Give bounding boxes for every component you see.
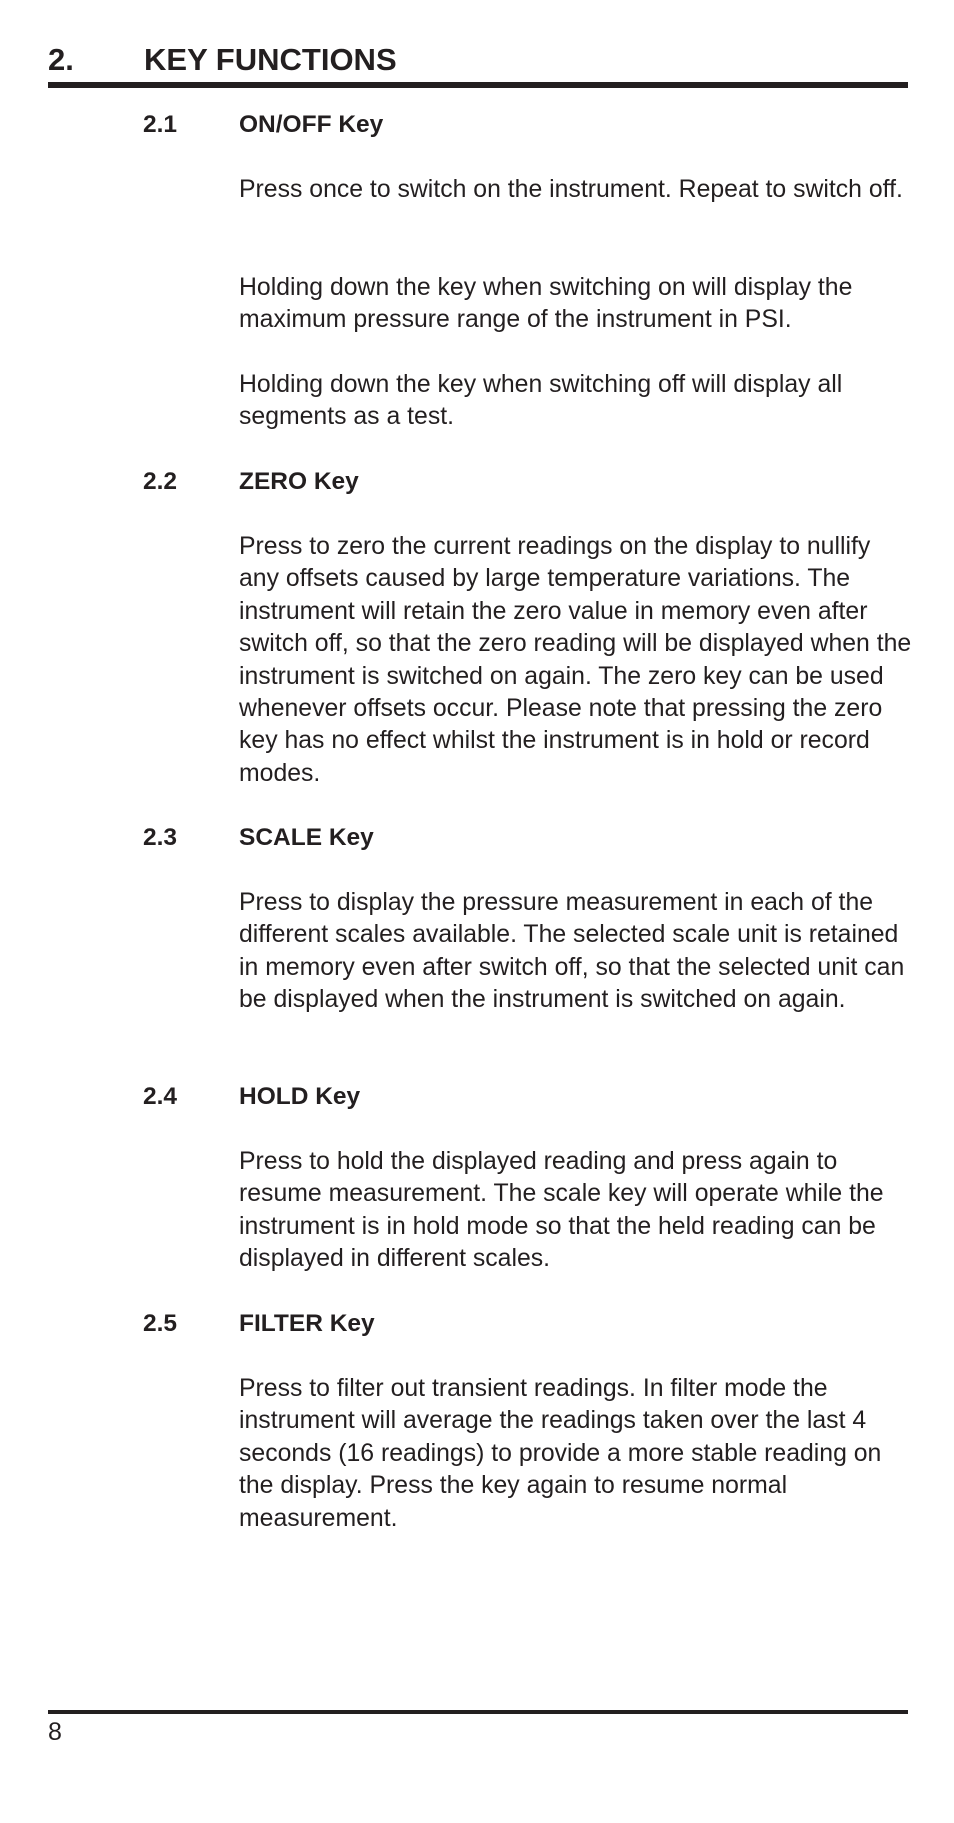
chapter-title: KEY FUNCTIONS [144,42,397,77]
paragraph: Press to hold the displayed reading and press again to resume measurement. The scale key will operate while the instrument is in hold mode so that the held reading can be displayed in different scales. [239,1148,884,1273]
chapter-heading [48,38,908,82]
section-title: SCALE Key [239,824,374,851]
paragraph: Holding down the key when switching on will display the maximum pressure range of the instrument in PSI. [239,274,853,334]
section-title: ON/OFF Key [239,111,384,138]
page-number: 8 [48,1718,62,1746]
section-title: ZERO Key [239,468,359,495]
section-number: 2.1 [143,111,178,138]
section-title: HOLD Key [239,1083,361,1110]
section-title: FILTER Key [239,1310,375,1337]
chapter-number: 2. [48,42,74,77]
section-number: 2.5 [143,1310,178,1337]
paragraph: Holding down the key when switching off will display all segments as a test. [239,371,843,431]
header-rule [48,82,908,88]
section-number: 2.4 [143,1083,178,1110]
paragraph: Press once to switch on the instrument. Repeat to switch off. [239,176,903,203]
section-number: 2.3 [143,824,178,851]
footer-rule [48,1710,908,1714]
paragraph: Press to zero the current readings on the display to nullify any offsets caused by large temperature variations. The instrument will retain the zero value in memory even after switch off, so that the zero reading will be displayed when the instrument is switched on again. The zero key can be used whenever offsets occur. Please note that pressing the zero key has no effect whilst the instrument is in hold or record modes. [239,533,912,787]
paragraph: Press to filter out transient readings. In filter mode the instrument will average the readings taken over the last 4 seconds (16 readings) to provide a more stable reading on the display. Press the key again to resume normal measurement. [239,1375,882,1532]
paragraph: Press to display the pressure measurement in each of the different scales available. The selected scale unit is retained in memory even after switch off, so that the selected unit can be displayed when the instrument is switched on again. [239,889,905,1014]
section-number: 2.2 [143,468,178,495]
